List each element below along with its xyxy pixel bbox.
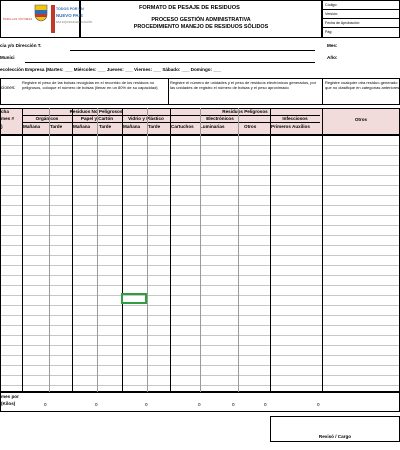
instr-divider [168,78,169,105]
h-primeros: Primeros Auxilios [271,124,310,129]
total-value: 0 [95,402,98,407]
recoleccion-label: ecolección Empresa (Martes: ___ Miércoles: ___ Jueves: ___ Viernes: ___ Sábado: ___ Domingo: ___ [0,67,222,72]
meta-codigo: Código: [325,3,338,7]
municipio-label: Munici [0,55,15,60]
sede-underline [70,50,315,51]
sub-infecciosos: Infecciosos [282,116,308,121]
logo-divider [51,5,55,33]
sub-papel: Papel y Cartón [80,116,114,121]
sub-vidrio: Vidrio y Plástico [128,116,164,121]
sub-otros-right: Otros [354,117,368,122]
anio-label: Año: [327,55,338,60]
title-line2: PROCESO GESTIÓN ADMINISTRATIVA [151,17,251,23]
instruction-2: Registre el número de unidades y el peso de residuos electrónicos generados, por las unidades de registro el número de bolsas y el peso aproximado [170,80,317,90]
logo-right-line2: NUEVO PAÍS [56,13,83,18]
title-line3: PROCEDIMIENTO MANEJO DE RESIDUOS SÓLIDOS [133,24,269,30]
group-no-peligrosos: Residuos No Peligrosos [69,109,123,114]
logo-left-text: PARA LAS VÍCTIMAS [3,17,33,21]
logo-right-line3: PAZ EQUIDAD EDUCACIÓN [56,20,93,24]
meta-version: Versión: [325,12,338,16]
colombia-shield-icon [34,4,48,22]
totals-label-2: (Kilos) [1,401,16,406]
meta-pagina: Pág: [325,30,333,34]
h-cartuchos: Cartuchos [171,124,194,129]
h-luminarias: Luminarias [200,124,225,129]
title-line1: FORMATO DE PESAJE DE RESIDUOS [139,5,240,11]
shift-papel-manana: Mañana [73,124,91,129]
sede-label: cia y/o Dirección T. [0,43,42,48]
meta-divider [322,9,400,10]
meta-fecha: Fecha de Aprobación: [325,21,360,25]
totals-label-1: mes por [1,394,19,399]
col-fecha: cha [1,109,9,114]
col-mes: mes # [1,116,15,121]
shift-vidrio-tarde: Tarde [148,124,161,129]
title-block [80,0,322,38]
logo-right-line1: TODOS POR UN [56,7,84,11]
selected-cell[interactable] [121,293,147,304]
sub-electronicos: Electrónicos [206,116,234,121]
mes-label: Mes: [327,43,338,48]
shift-papel-tarde: Tarde [99,124,112,129]
instructions-left-label: ciones: [1,85,16,90]
total-value: 0 [145,402,148,407]
total-value: 0 [317,402,320,407]
total-value: 0 [264,402,267,407]
h-otros: Otros [244,124,257,129]
municipio-underline [25,62,315,63]
total-value: 0 [232,402,235,407]
signature-label: Revisó / Cargo [318,434,352,439]
sub-organicos: Orgánicos [35,116,59,121]
logo-area [0,0,93,38]
total-value: 0 [44,402,47,407]
instr-divider [322,78,323,105]
col-dia: ) [1,124,3,129]
total-value: 0 [198,402,201,407]
instruction-4: Registre cualquier otra residuo generado que no clasifique en categorías anteriores [325,80,400,90]
shift-organicos-manana: Mañana [23,124,41,129]
group-peligrosos: Residuos Peligrosos [222,109,268,114]
shift-vidrio-manana: Mañana [123,124,141,129]
meta-block [322,0,400,38]
meta-divider [322,27,400,28]
instruction-1: Registre el peso de las bolsas recogidas en el recorrido de los residuos no peligrosos, coloque el número de bolsas (llenar en un 80% de su capacidad) [22,80,158,90]
meta-divider [322,18,400,19]
shift-organicos-tarde: Tarde [50,124,63,129]
header-divider [22,122,320,123]
